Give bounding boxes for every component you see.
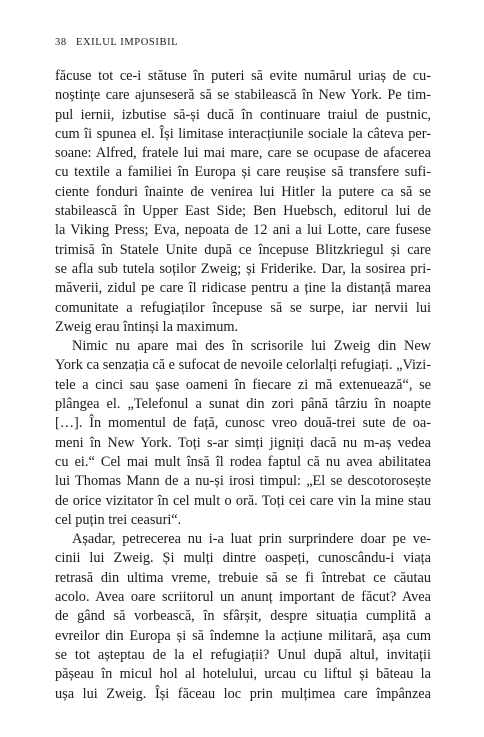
text-line: pul iernii, izbutise să-și ducă în continuare traiul de pustnic, [55,106,431,123]
text-line: stabilească în Upper East Side; Ben Huebsch, editorul lui de [55,203,431,220]
page-number: 38 [55,37,67,48]
text-line: se afla sub tutela soților Zweig; și Friderike. Dar, la sosirea pri- [55,260,431,277]
text-line: meni în New York. Toți s-ar simți jigniți dacă nu m-aș vedea [55,434,431,451]
text-line: pășeau în micul hol al hotelului, urcau cu liftul și băteau la [55,666,431,683]
text-line: cu ei.“ Cel mai mult însă îl rodea faptul că nu avea abilitatea [55,453,431,470]
text-line: de gând să vorbească, în sfârșit, despre situația cumplită a [55,608,431,625]
paragraph [55,67,431,337]
paragraph [55,337,431,530]
text-line: măverii, zidul pe care îl ridicase pentru a ține la distanță marea [55,280,431,297]
text-line: comunitate a refugiaților începuse să se surpe, iar nervii lui [55,299,431,316]
text-line: ciente fonduri înainte de venirea lui Hitler la putere ca să se [55,183,431,200]
text-line: trimisă în Statele Unite după ce începuse Blitzkriegul și care [55,241,431,258]
text-line: noștințe care ajunseseră să se stabilească în New York. Pe tim- [55,87,431,104]
text-line: ușa lui Zweig. Își făceau loc prin mulțimea care împânzea [55,685,431,702]
text-line: la Viking Press; Eva, nepoata de 12 ani a lui Lotte, care fusese [55,222,431,239]
text-line: retrasă din ultima vreme, trebuie să se fi întrebat ce căutau [55,569,431,586]
text-line: evreilor din Europa și să îndemne la acțiune militară, așa cum [55,627,431,644]
text-line: se tot așteptau de la el refugiații? Unul după altul, invitații [55,646,431,663]
text-line: […]. În momentul de față, cunosc vreo două-trei sute de oa- [55,415,431,432]
text-line: soane: Alfred, fratele lui mai mare, care se ocupase de afacerea [55,145,431,162]
text-line: cu textile a familiei în Europa și care reușise să transfere sufi- [55,164,431,181]
text-line: York ca senzația că e sufocat de nevoile celorlalți refugiați. „Vizi- [55,357,431,374]
body-text [55,67,431,704]
text-line: de orice vizitator în cel mult o oră. Toți cei care vin la mine stau [55,492,431,509]
text-line: făcuse tot ce-i stătuse în puteri să evite numărul uriaș de cu- [55,68,431,84]
text-line: Așadar, petrecerea nu i-a luat prin surprindere doar pe ve- [72,531,431,548]
text-line: Zweig erau întinși la maximum. [55,318,239,335]
text-line: cum îi spunea el. Își limitase interacțiunile sociale la câteva per- [55,125,431,142]
text-line: plângea el. „Telefonul a sunat din zori până târziu în noapte [55,396,431,413]
text-line: acolo. Avea oare scriitorul un anunț important de făcut? Avea [55,589,431,606]
text-line: lui Thomas Mann de a nu-și irosi timpul: „El se descotorosește [55,473,431,490]
running-title: EXILUL IMPOSIBIL [75,37,179,48]
text-line: Nimic nu apare mai des în scrisorile lui Zweig din New [72,338,431,355]
book-page [55,36,431,704]
text-line: cinii lui Zweig. Și mulți dintre oaspeți, cunoscându-i viața [55,550,431,567]
text-line: tele a cinci sau șase oameni în fiecare zi mă extenuează“, se [55,376,431,393]
text-line: cel puțin trei ceasuri“. [55,511,182,528]
running-header [55,36,431,50]
paragraph [55,530,431,704]
